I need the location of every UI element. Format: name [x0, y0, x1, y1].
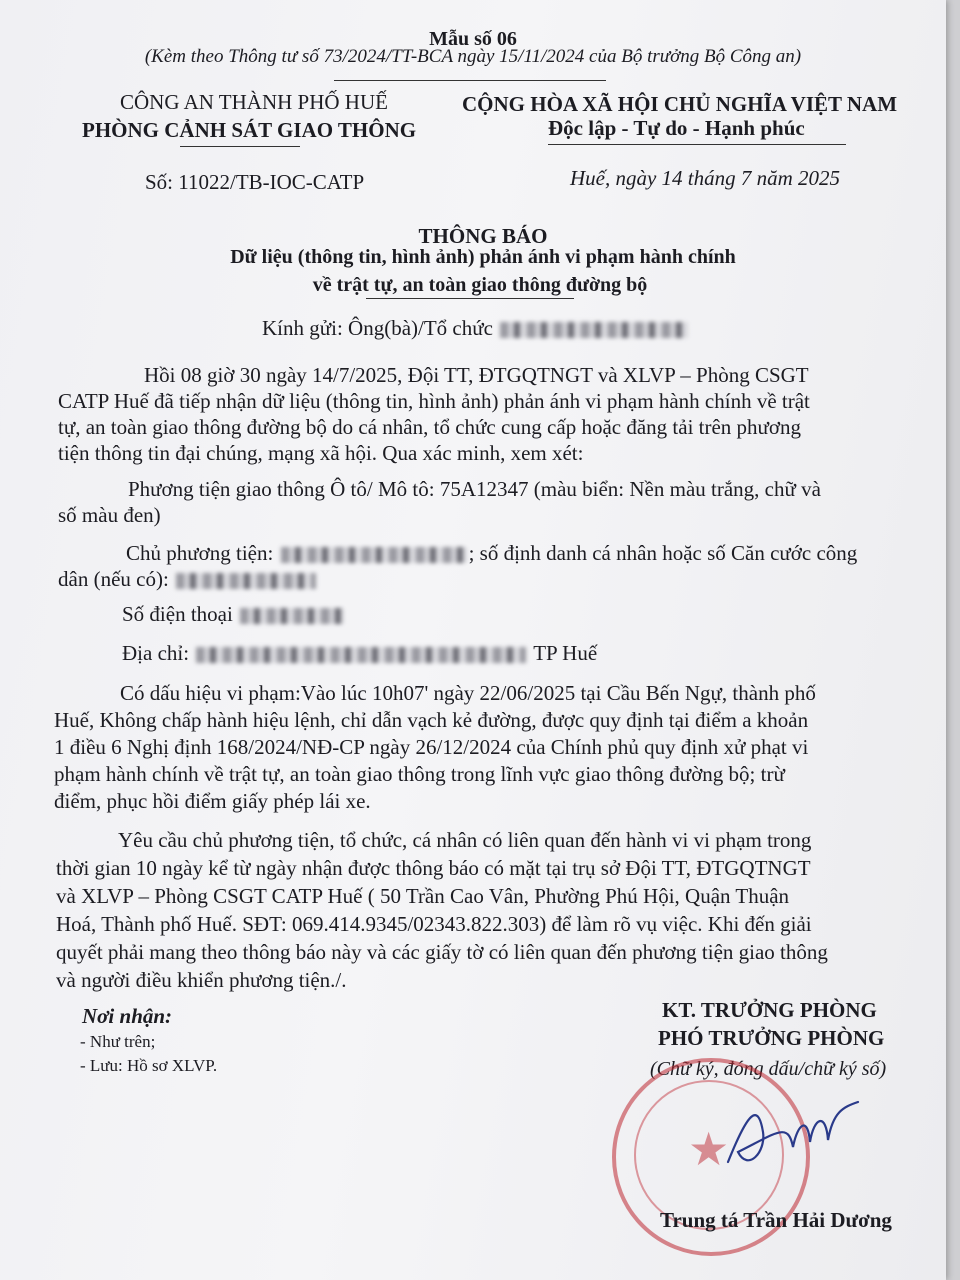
notice-subject-line1: Dữ liệu (thông tin, hình ảnh) phản ánh vi phạm hành chính [230, 246, 736, 268]
recipient-line [262, 316, 690, 341]
text-line: quyết phải mang theo thông báo này và các giấy tờ có liên quan đến phương tiện giao thông [56, 940, 828, 964]
text-line: thời gian 10 ngày kể từ ngày nhận được thông báo có mặt tại trụ sở Đội TT, ĐTGQTNGT [56, 856, 811, 880]
notice-title: THÔNG BÁO [418, 224, 548, 248]
form-title: Mẫu số 06 [429, 28, 517, 50]
owner-line [58, 540, 918, 566]
department-name: PHÒNG CẢNH SÁT GIAO THÔNG [82, 118, 417, 142]
redacted-address [196, 647, 526, 663]
redacted-phone [240, 608, 344, 624]
paragraph-violation [54, 680, 920, 815]
document-date: Huế, ngày 14 tháng 7 năm 2025 [570, 166, 841, 190]
phone-label: Số điện thoại [122, 602, 233, 626]
phone-line [122, 602, 346, 627]
signer-name: Trung tá Trần Hải Dương [660, 1208, 892, 1232]
paragraph-receipt [58, 362, 918, 466]
text-line: số màu đen) [58, 503, 161, 527]
left-header-underline [180, 146, 300, 147]
text-line: Có dấu hiệu vi phạm:Vào lúc 10h07' ngày 22/06/2025 tại Cầu Bến Ngự, thành phố [120, 681, 816, 705]
redacted-recipient [500, 322, 688, 338]
star-icon: ★ [688, 1124, 730, 1175]
handwritten-signature [718, 1092, 868, 1192]
text-line: Hồi 08 giờ 30 ngày 14/7/2025, Đội TT, ĐTGQTNGT và XLVP – Phòng CSGT [144, 363, 809, 387]
recipients-label: Nơi nhận: [82, 1004, 173, 1028]
recipient-label: Kính gửi: Ông(bà)/Tổ chức [262, 316, 493, 340]
signature-position: PHÓ TRƯỞNG PHÒNG [658, 1026, 885, 1050]
notice-subject-line2: về trật tự, an toàn giao thông đường bộ [312, 274, 648, 296]
agency-name: CÔNG AN THÀNH PHỐ HUẾ [120, 90, 388, 114]
text-line: 1 điều 6 Nghị định 168/2024/NĐ-CP ngày 26/12/2024 của Chính phủ quy định xử phạt vi [54, 735, 809, 759]
text-line: tiện thông tin đại chúng, mạng xã hội. Qua xác minh, xem xét: [58, 441, 584, 465]
citizen-id-label: dân (nếu có): [58, 567, 169, 591]
form-subtitle: (Kèm theo Thông tư số 73/2024/TT-BCA ngày 15/11/2024 của Bộ trưởng Bộ Công an) [144, 46, 802, 67]
text-line: và người điều khiển phương tiện./. [56, 968, 347, 992]
paragraph-vehicle [58, 476, 918, 528]
text-line: Hoá, Thành phố Huế. SĐT: 069.414.9345/02343.822.303) để làm rõ vụ việc. Khi đến giải [56, 912, 812, 936]
motto: Độc lập - Tự do - Hạnh phúc [548, 116, 805, 140]
text-line: phạm hành chính về trật tự, an toàn giao thông trong lĩnh vực giao thông đường bộ; trừ [54, 762, 785, 786]
signature-title: KT. TRƯỞNG PHÒNG [662, 998, 877, 1022]
nation-name: CỘNG HÒA XÃ HỘI CHỦ NGHĨA VIỆT NAM [462, 92, 898, 116]
redacted-citizen-id [176, 573, 316, 589]
owner-suffix: ; số định danh cá nhân hoặc số Căn cước công [468, 541, 858, 565]
signature-note: (Chữ ký, đóng dấu/chữ ký số) [650, 1058, 887, 1080]
text-line: Huế, Không chấp hành hiệu lệnh, chỉ dẫn vạch kẻ đường, được quy định tại điểm a khoản [54, 708, 809, 732]
text-line: Phương tiện giao thông Ô tô/ Mô tô: 75A12347 (màu biển: Nền màu trắng, chữ và [128, 477, 821, 501]
redacted-owner-name [281, 547, 467, 563]
paragraph-request [56, 826, 922, 994]
text-line: CATP Huế đã tiếp nhận dữ liệu (thông tin, hình ảnh) phản ánh vi phạm hành chính về trật [58, 389, 810, 413]
text-line: điểm, phục hồi điểm giấy phép lái xe. [54, 789, 371, 813]
address-line [122, 641, 597, 666]
document-number: Số: 11022/TB-IOC-CATP [145, 170, 365, 194]
citizen-id-line [58, 566, 918, 592]
motto-underline [548, 144, 846, 145]
subtitle-underline [334, 80, 606, 81]
address-suffix: TP Huế [533, 641, 598, 665]
recipients-item: - Lưu: Hồ sơ XLVP. [80, 1056, 218, 1075]
text-line: và XLVP – Phòng CSGT CATP Huế ( 50 Trần Cao Vân, Phường Phú Hội, Quận Thuận [56, 884, 790, 908]
address-label: Địa chỉ: [122, 641, 190, 665]
paragraph-owner [58, 540, 918, 592]
text-line: Yêu cầu chủ phương tiện, tổ chức, cá nhân có liên quan đến hành vi vi phạm trong [118, 828, 812, 852]
subject-underline [366, 298, 574, 299]
text-line: tự, an toàn giao thông đường bộ do cá nhân, tổ chức cung cấp hoặc đăng tải trên phương [58, 415, 802, 439]
recipients-item: - Như trên; [80, 1032, 156, 1051]
owner-label: Chủ phương tiện: [126, 541, 274, 565]
